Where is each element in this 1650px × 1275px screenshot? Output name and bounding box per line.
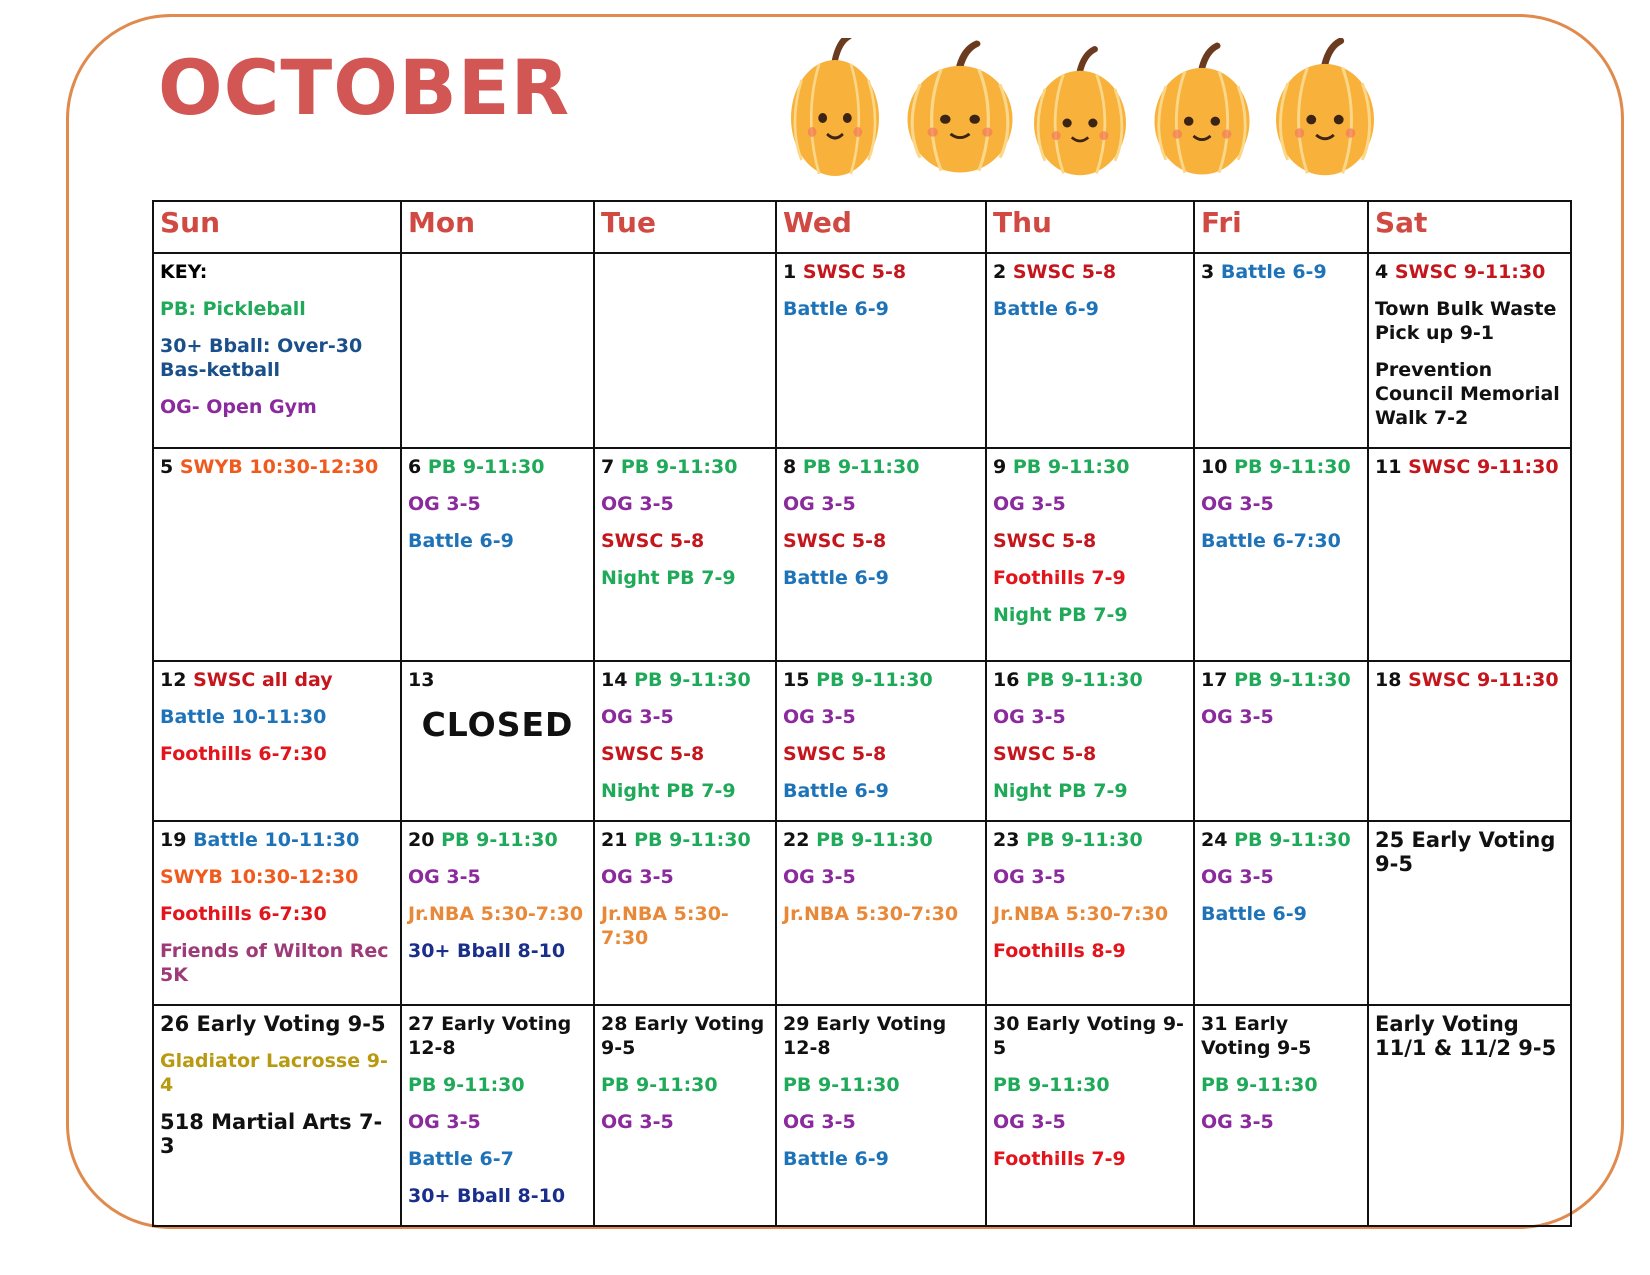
pumpkin-icon: [791, 38, 879, 176]
event-line: [601, 902, 769, 950]
event-text: Battle 6-7: [408, 1148, 514, 1170]
day-cell: [153, 661, 401, 821]
day-number: 29: [783, 1013, 810, 1035]
event-line: [783, 865, 979, 889]
event-line: [993, 902, 1187, 926]
event-line: [993, 668, 1187, 692]
event-text: OG 3-5: [783, 706, 856, 728]
weekday-header: Wed: [776, 201, 986, 253]
day-number: 28: [601, 1013, 628, 1035]
day-number: 15: [783, 669, 810, 691]
event-text: Night PB 7-9: [601, 567, 736, 589]
event-line: [1375, 668, 1564, 692]
event-line: [601, 742, 769, 766]
event-line: [601, 1012, 769, 1060]
event-line: [408, 492, 587, 516]
day-cell: [153, 1005, 401, 1226]
event-line: [1375, 358, 1564, 430]
event-line: [1201, 455, 1361, 479]
day-cell: [1368, 821, 1571, 1005]
event-line: [601, 455, 769, 479]
day-number: 5: [160, 456, 174, 478]
event-text: OG 3-5: [1201, 493, 1274, 515]
event-line: [783, 828, 979, 852]
event-text: Battle 6-7:30: [1201, 530, 1341, 552]
event-line: [160, 668, 394, 692]
event-line: [160, 828, 394, 852]
event-line: [408, 1110, 587, 1134]
event-line: [601, 566, 769, 590]
day-cell: [401, 253, 594, 448]
event-text: SWSC 5-8: [1012, 261, 1117, 283]
event-text: Battle 10-11:30: [160, 706, 327, 728]
day-cell: [1368, 253, 1571, 448]
event-line: [993, 455, 1187, 479]
event-line: [993, 939, 1187, 963]
event-text: Early Voting 9-5: [601, 1013, 765, 1059]
weekday-header: Mon: [401, 201, 594, 253]
pumpkin-icon: [1155, 46, 1250, 175]
weekday-header: Fri: [1194, 201, 1368, 253]
event-line: [993, 260, 1187, 284]
day-cell: [1194, 821, 1368, 1005]
day-number: 24: [1201, 829, 1228, 851]
event-line: [601, 529, 769, 553]
event-line: [601, 492, 769, 516]
event-line: [160, 455, 394, 479]
day-cell: [1194, 1005, 1368, 1226]
event-line: [1375, 1012, 1564, 1060]
event-text: OG 3-5: [993, 706, 1066, 728]
day-number: 3: [1201, 261, 1215, 283]
event-line: [993, 1110, 1187, 1134]
event-text: Foothills 8-9: [993, 940, 1126, 962]
event-line: [601, 668, 769, 692]
day-number: 25: [1375, 828, 1405, 852]
event-text: OG 3-5: [993, 1111, 1066, 1133]
event-line: [1375, 260, 1564, 284]
event-text: SWSC 5-8: [802, 261, 907, 283]
event-text: PB 9-11:30: [427, 456, 545, 478]
event-text: Prevention Council Memorial Walk 7-2: [1375, 359, 1560, 429]
day-number: 2: [993, 261, 1007, 283]
event-line: [993, 742, 1187, 766]
event-text: Battle 6-9: [408, 530, 514, 552]
week-row: [153, 821, 1571, 1005]
event-line: [1201, 492, 1361, 516]
day-number: 14: [601, 669, 628, 691]
event-text: SWSC all day: [193, 669, 333, 691]
event-text: Early Voting 12-8: [783, 1013, 947, 1059]
event-text: SWSC 9-11:30: [1408, 456, 1559, 478]
event-text: Early Voting 9-5: [1375, 828, 1556, 876]
event-text: Battle 6-9: [993, 298, 1099, 320]
day-cell: [776, 821, 986, 1005]
day-cell: [986, 821, 1194, 1005]
event-text: Foothills 7-9: [993, 1148, 1126, 1170]
event-line: [783, 260, 979, 284]
event-text: Battle 6-9: [783, 1148, 889, 1170]
event-text: PB 9-11:30: [1234, 456, 1351, 478]
day-cell: [986, 661, 1194, 821]
event-text: Battle 6-9: [783, 298, 889, 320]
event-text: Jr.NBA 5:30-7:30: [408, 903, 584, 925]
day-cell: [776, 1005, 986, 1226]
event-text: PB 9-11:30: [408, 1074, 525, 1096]
event-line: [993, 828, 1187, 852]
weekday-header: Thu: [986, 201, 1194, 253]
event-line: [1201, 828, 1361, 852]
event-line: [1201, 668, 1361, 692]
event-text: OG 3-5: [1201, 866, 1274, 888]
event-text: Early Voting 12-8: [408, 1013, 572, 1059]
event-text: PB 9-11:30: [634, 829, 751, 851]
event-text: PB 9-11:30: [816, 829, 933, 851]
event-line: [160, 705, 394, 729]
event-text: PB 9-11:30: [620, 456, 738, 478]
event-line: [993, 1147, 1187, 1171]
event-line: [783, 566, 979, 590]
day-cell: [594, 253, 776, 448]
day-cell: [594, 661, 776, 821]
event-text: SWSC 5-8: [993, 530, 1097, 552]
day-number: 9: [993, 456, 1007, 478]
event-text: Early Voting 9-5: [1201, 1013, 1312, 1059]
event-text: OG 3-5: [408, 1111, 481, 1133]
event-line: [160, 939, 394, 987]
event-text: Town Bulk Waste Pick up 9-1: [1375, 298, 1557, 344]
event-text: Foothills 6-7:30: [160, 743, 327, 765]
event-line: [1201, 260, 1361, 284]
weekday-header: Sat: [1368, 201, 1571, 253]
day-cell: [153, 448, 401, 661]
event-line: [1375, 828, 1564, 876]
event-text: OG 3-5: [993, 866, 1066, 888]
event-line: [993, 603, 1187, 627]
calendar-grid: [152, 200, 1572, 1227]
event-text: PB 9-11:30: [783, 1074, 900, 1096]
event-line: [783, 1110, 979, 1134]
day-number: 23: [993, 829, 1020, 851]
event-text: OG 3-5: [993, 493, 1066, 515]
event-text: PB 9-11:30: [1201, 1074, 1318, 1096]
event-line: [1201, 1110, 1361, 1134]
day-number: 17: [1201, 669, 1228, 691]
day-cell: [401, 821, 594, 1005]
closed-label: CLOSED: [421, 705, 574, 744]
day-cell: [986, 448, 1194, 661]
event-line: [601, 828, 769, 852]
event-text: Early Voting 9-5: [196, 1012, 386, 1036]
event-text: Battle 6-9: [1201, 903, 1307, 925]
event-line: [1201, 902, 1361, 926]
event-text: Battle 6-9: [783, 780, 889, 802]
event-text: 518 Martial Arts 7-3: [160, 1110, 383, 1158]
key-item: OG- Open Gym: [160, 396, 317, 418]
event-text: Foothills 7-9: [993, 567, 1126, 589]
weekday-header: Tue: [594, 201, 776, 253]
event-line: [783, 529, 979, 553]
event-line: [993, 779, 1187, 803]
day-cell: [401, 661, 594, 821]
event-text: SWSC 5-8: [601, 743, 705, 765]
day-cell: [401, 448, 594, 661]
event-text: Night PB 7-9: [993, 780, 1128, 802]
event-line: [601, 705, 769, 729]
event-text: 30+ Bball 8-10: [408, 940, 566, 962]
event-text: Early Voting 9-5: [993, 1013, 1184, 1059]
event-text: OG 3-5: [783, 493, 856, 515]
event-text: PB 9-11:30: [601, 1074, 718, 1096]
event-line: [160, 865, 394, 889]
day-cell: [776, 661, 986, 821]
event-line: [1201, 529, 1361, 553]
event-text: PB 9-11:30: [441, 829, 558, 851]
event-text: SWSC 5-8: [601, 530, 705, 552]
event-text: 30+ Bball 8-10: [408, 1185, 566, 1207]
event-line: [408, 1012, 587, 1060]
event-line: [408, 902, 587, 926]
week-row: [153, 1005, 1571, 1226]
day-cell: [1194, 661, 1368, 821]
event-line: [1375, 297, 1564, 345]
event-line: [1201, 865, 1361, 889]
event-line: [783, 492, 979, 516]
day-number: 27: [408, 1013, 435, 1035]
event-line: [1201, 1012, 1361, 1060]
event-line: [783, 742, 979, 766]
event-text: SWSC 5-8: [783, 743, 887, 765]
event-text: OG 3-5: [1201, 1111, 1274, 1133]
key-item: 30+ Bball: Over-30 Bas-ketball: [160, 335, 363, 381]
day-number: 18: [1375, 669, 1402, 691]
event-text: PB 9-11:30: [1012, 456, 1130, 478]
pumpkin-icon: [1276, 41, 1374, 175]
event-text: SWSC 5-8: [783, 530, 887, 552]
day-cell: [986, 253, 1194, 448]
event-text: SWYB 10:30-12:30: [160, 866, 359, 888]
day-cell: [594, 821, 776, 1005]
event-line: [993, 1012, 1187, 1060]
event-text: SWSC 9-11:30: [1394, 261, 1546, 283]
day-number: 31: [1201, 1013, 1228, 1035]
day-cell: [401, 1005, 594, 1226]
event-line: [160, 1049, 394, 1097]
event-line: [993, 1073, 1187, 1097]
day-cell: [1194, 448, 1368, 661]
event-line: [783, 902, 979, 926]
day-cell: [153, 821, 401, 1005]
event-text: SWSC 5-8: [993, 743, 1097, 765]
event-text: PB 9-11:30: [634, 669, 751, 691]
event-text: OG 3-5: [783, 1111, 856, 1133]
event-line: [783, 668, 979, 692]
event-text: SWSC 9-11:30: [1408, 669, 1559, 691]
day-cell: [1194, 253, 1368, 448]
day-number: 22: [783, 829, 810, 851]
event-text: OG 3-5: [1201, 706, 1274, 728]
weekday-header-row: [153, 201, 1571, 253]
day-number: 4: [1375, 261, 1389, 283]
event-line: [408, 865, 587, 889]
event-line: [160, 902, 394, 926]
event-line: [601, 865, 769, 889]
month-title: OCTOBER: [158, 43, 571, 132]
event-line: [1201, 1073, 1361, 1097]
event-text: PB 9-11:30: [993, 1074, 1110, 1096]
event-text: Gladiator Lacrosse 9-4: [160, 1050, 388, 1096]
event-line: [160, 1012, 394, 1036]
event-line: [993, 492, 1187, 516]
event-text: Jr.NBA 5:30-7:30: [783, 903, 959, 925]
event-line: [993, 865, 1187, 889]
event-line: [601, 1073, 769, 1097]
key-item: PB: Pickleball: [160, 298, 306, 320]
day-number: 13: [408, 669, 435, 691]
event-text: PB 9-11:30: [816, 669, 933, 691]
event-line: [993, 705, 1187, 729]
day-number: 30: [993, 1013, 1020, 1035]
day-number: 10: [1201, 456, 1228, 478]
event-line: [408, 1147, 587, 1171]
event-line: [408, 529, 587, 553]
event-line: [783, 779, 979, 803]
week-row: [153, 448, 1571, 661]
event-text: PB 9-11:30: [1026, 669, 1143, 691]
day-number: 21: [601, 829, 628, 851]
event-text: PB 9-11:30: [1234, 829, 1351, 851]
event-line: [1201, 705, 1361, 729]
weekday-header: Sun: [153, 201, 401, 253]
day-number: 16: [993, 669, 1020, 691]
day-number: 20: [408, 829, 435, 851]
event-text: OG 3-5: [601, 493, 674, 515]
day-number: 11: [1375, 456, 1402, 478]
day-number: 7: [601, 456, 615, 478]
day-cell: [776, 253, 986, 448]
day-cell: [776, 448, 986, 661]
event-text: Night PB 7-9: [993, 604, 1128, 626]
event-text: OG 3-5: [601, 866, 674, 888]
event-text: Foothills 6-7:30: [160, 903, 327, 925]
day-number: 19: [160, 829, 187, 851]
day-number: 6: [408, 456, 422, 478]
event-line: [993, 566, 1187, 590]
event-line: [408, 1073, 587, 1097]
event-line: [783, 705, 979, 729]
event-line: [408, 828, 587, 852]
event-text: PB 9-11:30: [1026, 829, 1143, 851]
week-row: [153, 661, 1571, 821]
event-line: [783, 455, 979, 479]
event-line: [160, 1110, 394, 1158]
pumpkin-icon: [1034, 49, 1126, 175]
event-text: OG 3-5: [783, 866, 856, 888]
event-text: Jr.NBA 5:30-7:30: [993, 903, 1169, 925]
day-cell: [986, 1005, 1194, 1226]
day-number: 12: [160, 669, 187, 691]
pumpkin-icon: [908, 44, 1013, 173]
key-label: KEY:: [160, 261, 208, 283]
event-text: PB 9-11:30: [1234, 669, 1351, 691]
event-line: [408, 455, 587, 479]
event-line: [993, 297, 1187, 321]
day-number: 1: [783, 261, 797, 283]
week-row: [153, 253, 1571, 448]
event-text: SWYB 10:30-12:30: [179, 456, 379, 478]
day-cell: [1368, 448, 1571, 661]
event-text: Night PB 7-9: [601, 780, 736, 802]
day-cell: [1368, 661, 1571, 821]
day-cell: [594, 1005, 776, 1226]
event-text: PB 9-11:30: [802, 456, 920, 478]
day-cell: [153, 253, 401, 448]
day-number: 26: [160, 1012, 190, 1036]
event-text: OG 3-5: [408, 866, 481, 888]
event-line: [783, 1147, 979, 1171]
event-line: [783, 1012, 979, 1060]
event-text: OG 3-5: [601, 1111, 674, 1133]
event-text: Early Voting 11/1 & 11/2 9-5: [1375, 1012, 1557, 1060]
event-text: Jr.NBA 5:30-7:30: [601, 903, 729, 949]
event-line: [601, 779, 769, 803]
event-text: Battle 6-9: [783, 567, 889, 589]
event-line: [408, 939, 587, 963]
event-text: Friends of Wilton Rec 5K: [160, 940, 389, 986]
event-line: [993, 529, 1187, 553]
event-line: [1375, 455, 1564, 479]
event-text: Battle 6-9: [1220, 261, 1327, 283]
event-text: Battle 10-11:30: [193, 829, 360, 851]
pumpkin-decoration: [785, 38, 1415, 188]
day-number: 8: [783, 456, 797, 478]
day-cell: [594, 448, 776, 661]
day-cell: [1368, 1005, 1571, 1226]
event-text: OG 3-5: [601, 706, 674, 728]
event-line: [408, 1184, 587, 1208]
event-text: OG 3-5: [408, 493, 481, 515]
event-line: [783, 297, 979, 321]
event-line: [160, 742, 394, 766]
event-line: [783, 1073, 979, 1097]
event-line: [601, 1110, 769, 1134]
